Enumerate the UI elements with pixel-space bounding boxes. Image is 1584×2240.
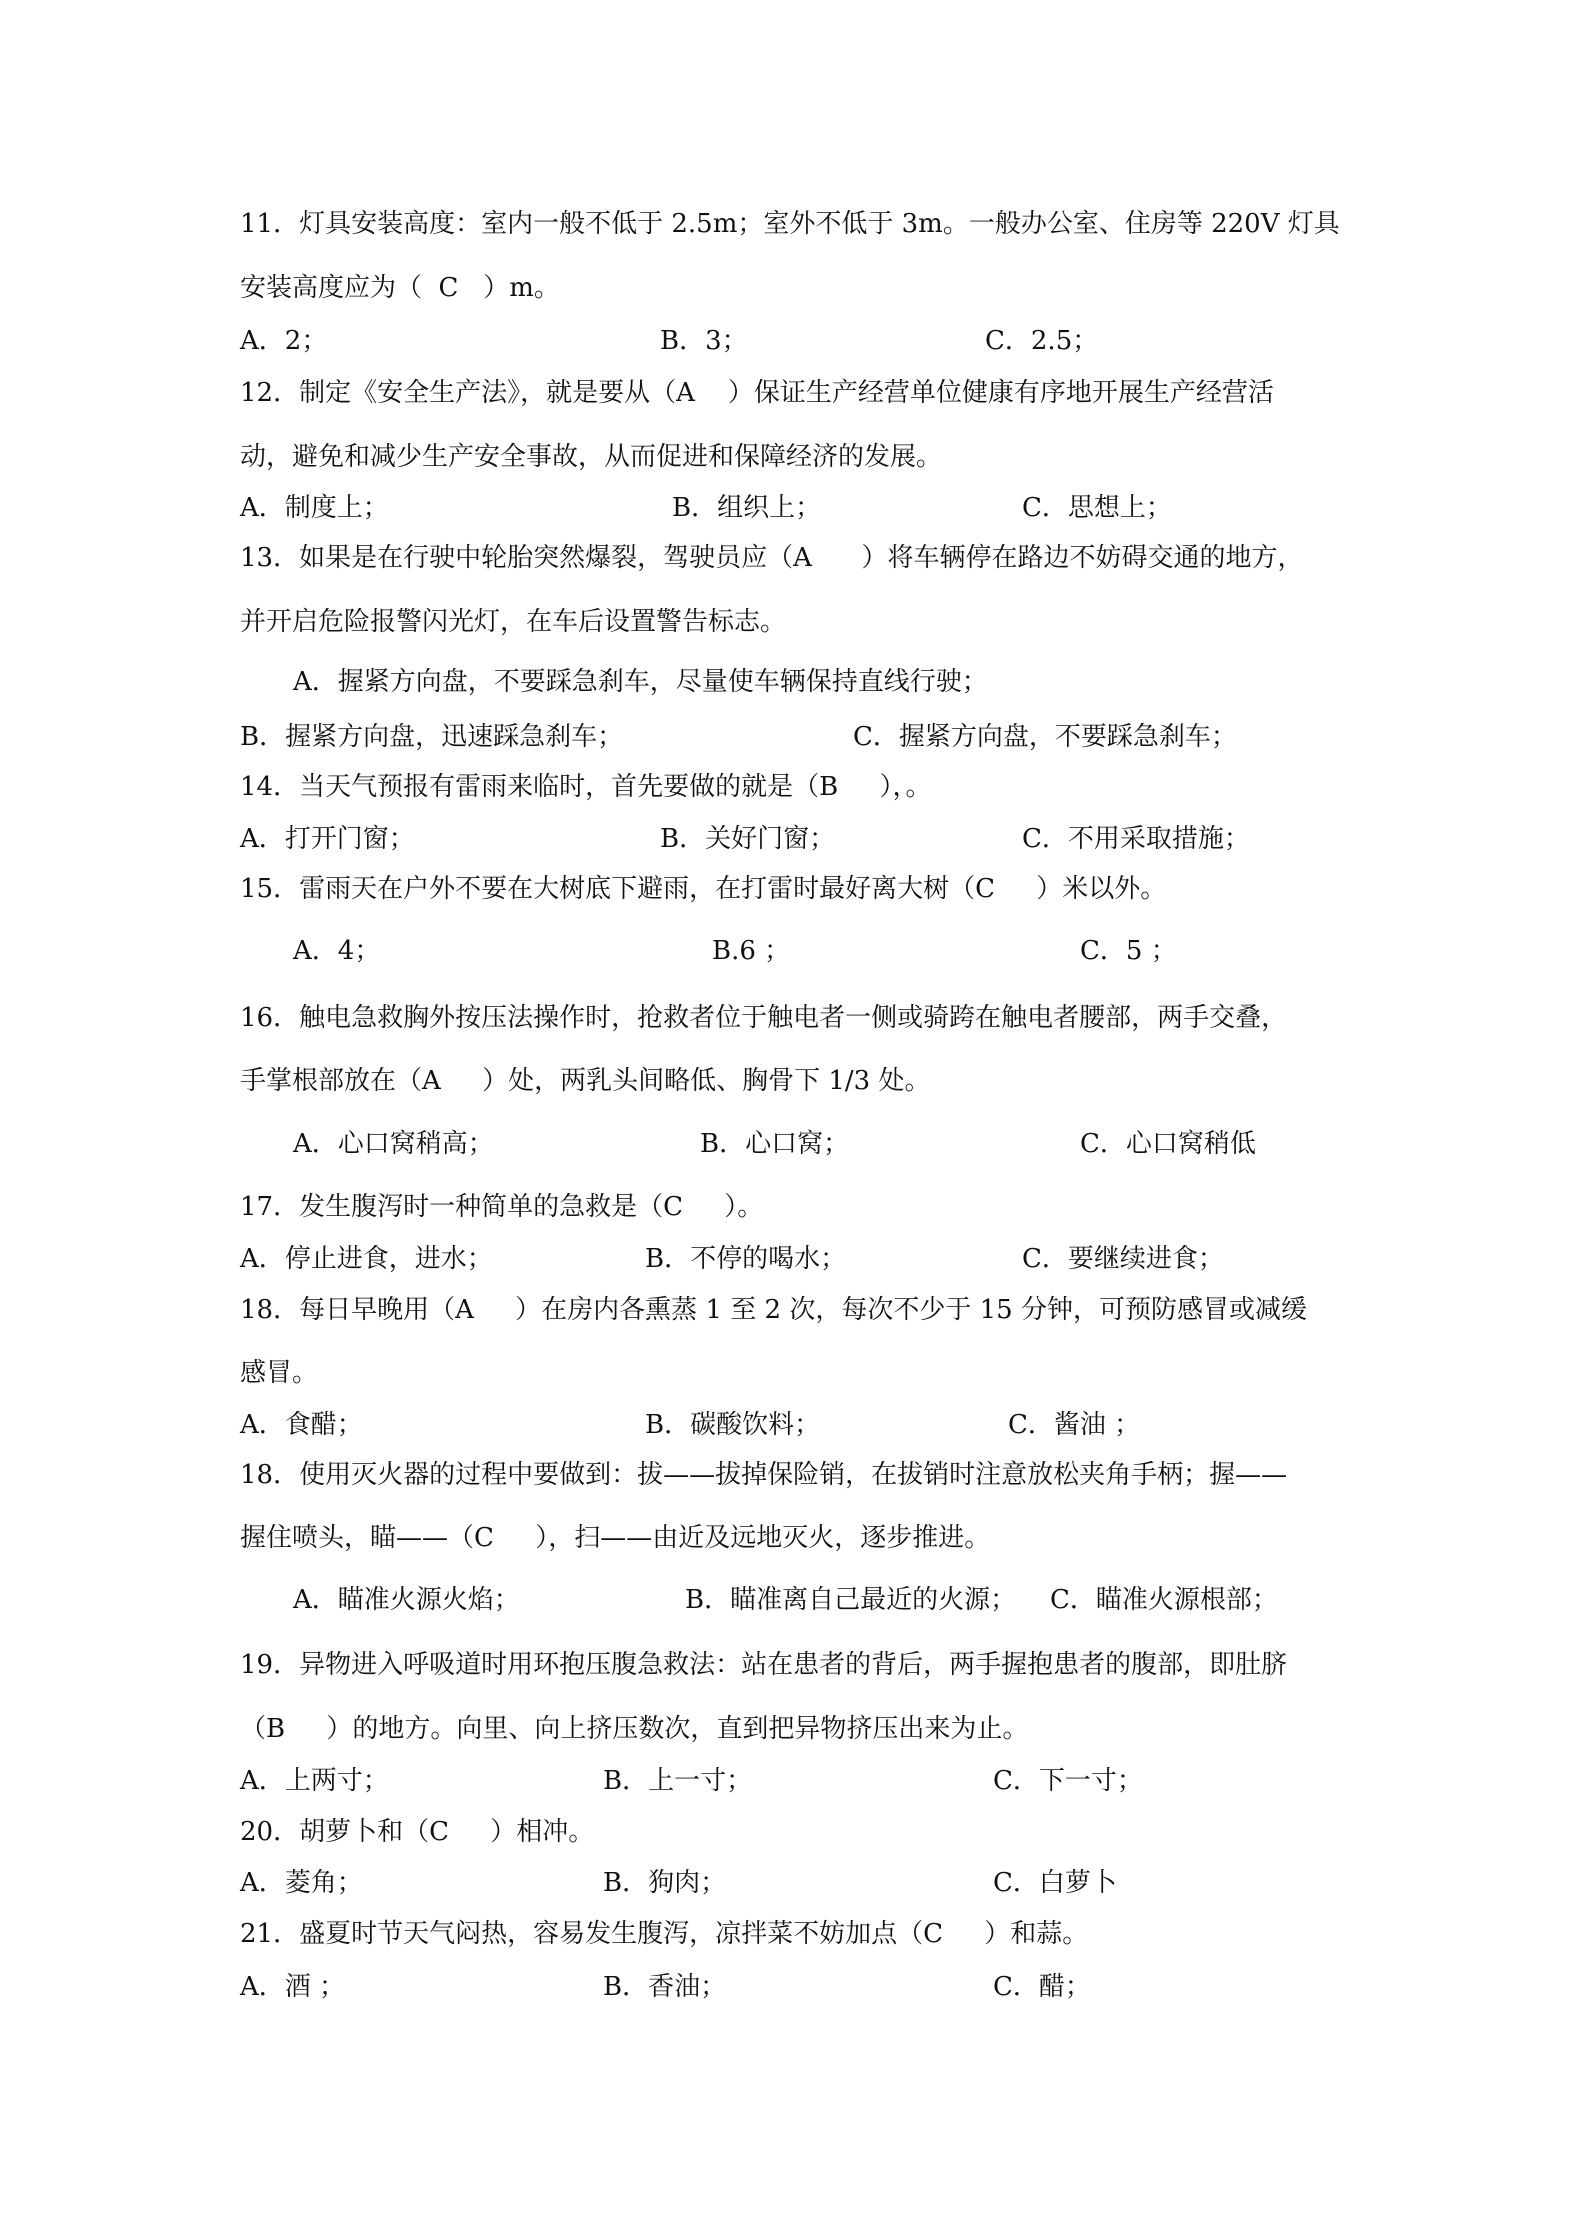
- question-15-line-1: 15．雷雨天在户外不要在大树底下避雨，在打雷时最好离大树（C ）米以外。: [240, 874, 1167, 904]
- question-16-option-b: B．心口窝；: [700, 1129, 850, 1159]
- question-12-option-a: A．制度上；: [240, 493, 389, 523]
- question-21-option-a: A．酒 ；: [240, 1972, 346, 2002]
- question-18a-option-a: A．食醋；: [240, 1410, 363, 1440]
- question-12-option-b: B．组织上；: [672, 493, 822, 523]
- question-11-option-a: A．2；: [240, 326, 328, 356]
- question-18b-option-a: A．瞄准火源火焰；: [293, 1585, 520, 1615]
- question-13-option-c: C．握紧方向盘，不要踩急刹车；: [853, 722, 1237, 752]
- question-20-line-1: 20．胡萝卜和（C ）相冲。: [240, 1817, 595, 1847]
- question-14-option-c: C．不用采取措施；: [1022, 824, 1250, 854]
- question-11-option-c: C．2.5；: [985, 326, 1099, 356]
- question-14-option-b: B．关好门窗；: [660, 824, 836, 854]
- question-17-option-b: B．不停的喝水；: [645, 1244, 847, 1274]
- question-18a-option-c: C．酱油 ；: [1008, 1410, 1141, 1440]
- question-14-option-a: A．打开门窗；: [240, 824, 415, 854]
- question-21-option-c: C．醋；: [993, 1972, 1091, 2002]
- question-13-line-2: 并开启危险报警闪光灯，在车后设置警告标志。: [240, 607, 787, 637]
- question-12-option-c: C．思想上；: [1022, 493, 1172, 523]
- question-11-option-b: B．3；: [660, 326, 748, 356]
- question-19-option-a: A．上两寸；: [240, 1766, 389, 1796]
- question-15-option-a: A．4；: [293, 936, 381, 966]
- question-12-line-1: 12．制定《安全生产法》，就是要从（A ）保证生产经营单位健康有序地开展生产经营活: [240, 378, 1274, 408]
- question-16-option-a: A．心口窝稍高；: [293, 1129, 494, 1159]
- question-13-option-b: B．握紧方向盘，迅速踩急刹车；: [240, 722, 624, 752]
- question-18b-line-1: 18．使用灭火器的过程中要做到：拔——拔掉保险销，在拔销时注意放松夹角手柄；握——: [240, 1460, 1288, 1490]
- question-12-line-2: 动，避免和减少生产安全事故，从而促进和保障经济的发展。: [240, 442, 943, 472]
- question-17-option-a: A．停止进食，进水；: [240, 1244, 493, 1274]
- question-18a-option-b: B．碳酸饮料；: [645, 1410, 821, 1440]
- question-18b-option-c: C．瞄准火源根部；: [1050, 1585, 1278, 1615]
- question-15-option-b: B.6 ；: [712, 936, 791, 966]
- question-19-option-b: B．上一寸；: [603, 1766, 753, 1796]
- question-18b-line-2: 握住喷头，瞄——（C ），扫——由近及远地灭火，逐步推进。: [240, 1523, 991, 1553]
- question-20-option-b: B．狗肉；: [603, 1868, 727, 1898]
- question-15-option-c: C．5 ；: [1080, 936, 1177, 966]
- question-11-line-2: 安装高度应为（ C ）m。: [240, 273, 560, 303]
- question-13-option-a: A．握紧方向盘，不要踩急刹车，尽量使车辆保持直线行驶；: [293, 667, 988, 697]
- question-18b-option-b: B．瞄准离自己最近的火源；: [685, 1585, 1017, 1615]
- question-17-option-c: C．要继续进食；: [1022, 1244, 1224, 1274]
- question-17-line-1: 17．发生腹泻时一种简单的急救是（C ）。: [240, 1192, 764, 1222]
- question-21-option-b: B．香油；: [603, 1972, 727, 2002]
- question-20-option-c: C．白萝卜: [993, 1868, 1117, 1898]
- question-19-option-c: C．下一寸；: [993, 1766, 1143, 1796]
- question-21-line-1: 21．盛夏时节天气闷热，容易发生腹泻，凉拌菜不妨加点（C ）和蒜。: [240, 1919, 1089, 1949]
- question-16-line-1: 16．触电急救胸外按压法操作时，抢救者位于触电者一侧或骑跨在触电者腰部，两手交叠，: [240, 1003, 1288, 1033]
- question-20-option-a: A．菱角；: [240, 1868, 363, 1898]
- question-18a-line-1: 18．每日早晚用（A ）在房内各熏蒸 1 至 2 次，每次不少于 15 分钟，可预防感冒或减缓: [240, 1295, 1307, 1325]
- question-14-line-1: 14．当天气预报有雷雨来临时，首先要做的就是（B ），。: [240, 772, 932, 802]
- question-11-line-1: 11．灯具安装高度：室内一般不低于 2.5m；室外不低于 3m。一般办公室、住房等 220V 灯具: [240, 209, 1340, 239]
- question-16-line-2: 手掌根部放在（A ）处，两乳头间略低、胸骨下 1/3 处。: [240, 1066, 931, 1096]
- question-13-line-1: 13．如果是在行驶中轮胎突然爆裂，驾驶员应（A ）将车辆停在路边不妨碍交通的地方，: [240, 543, 1304, 573]
- question-19-line-1: 19．异物进入呼吸道时用环抱压腹急救法：站在患者的背后，两手握抱患者的腹部，即肚脐: [240, 1650, 1288, 1680]
- question-19-line-2: （B ）的地方。向里、向上挤压数次，直到把异物挤压出来为止。: [240, 1714, 1029, 1744]
- question-16-option-c: C．心口窝稍低: [1080, 1129, 1256, 1159]
- question-18a-line-2: 感冒。: [240, 1358, 319, 1388]
